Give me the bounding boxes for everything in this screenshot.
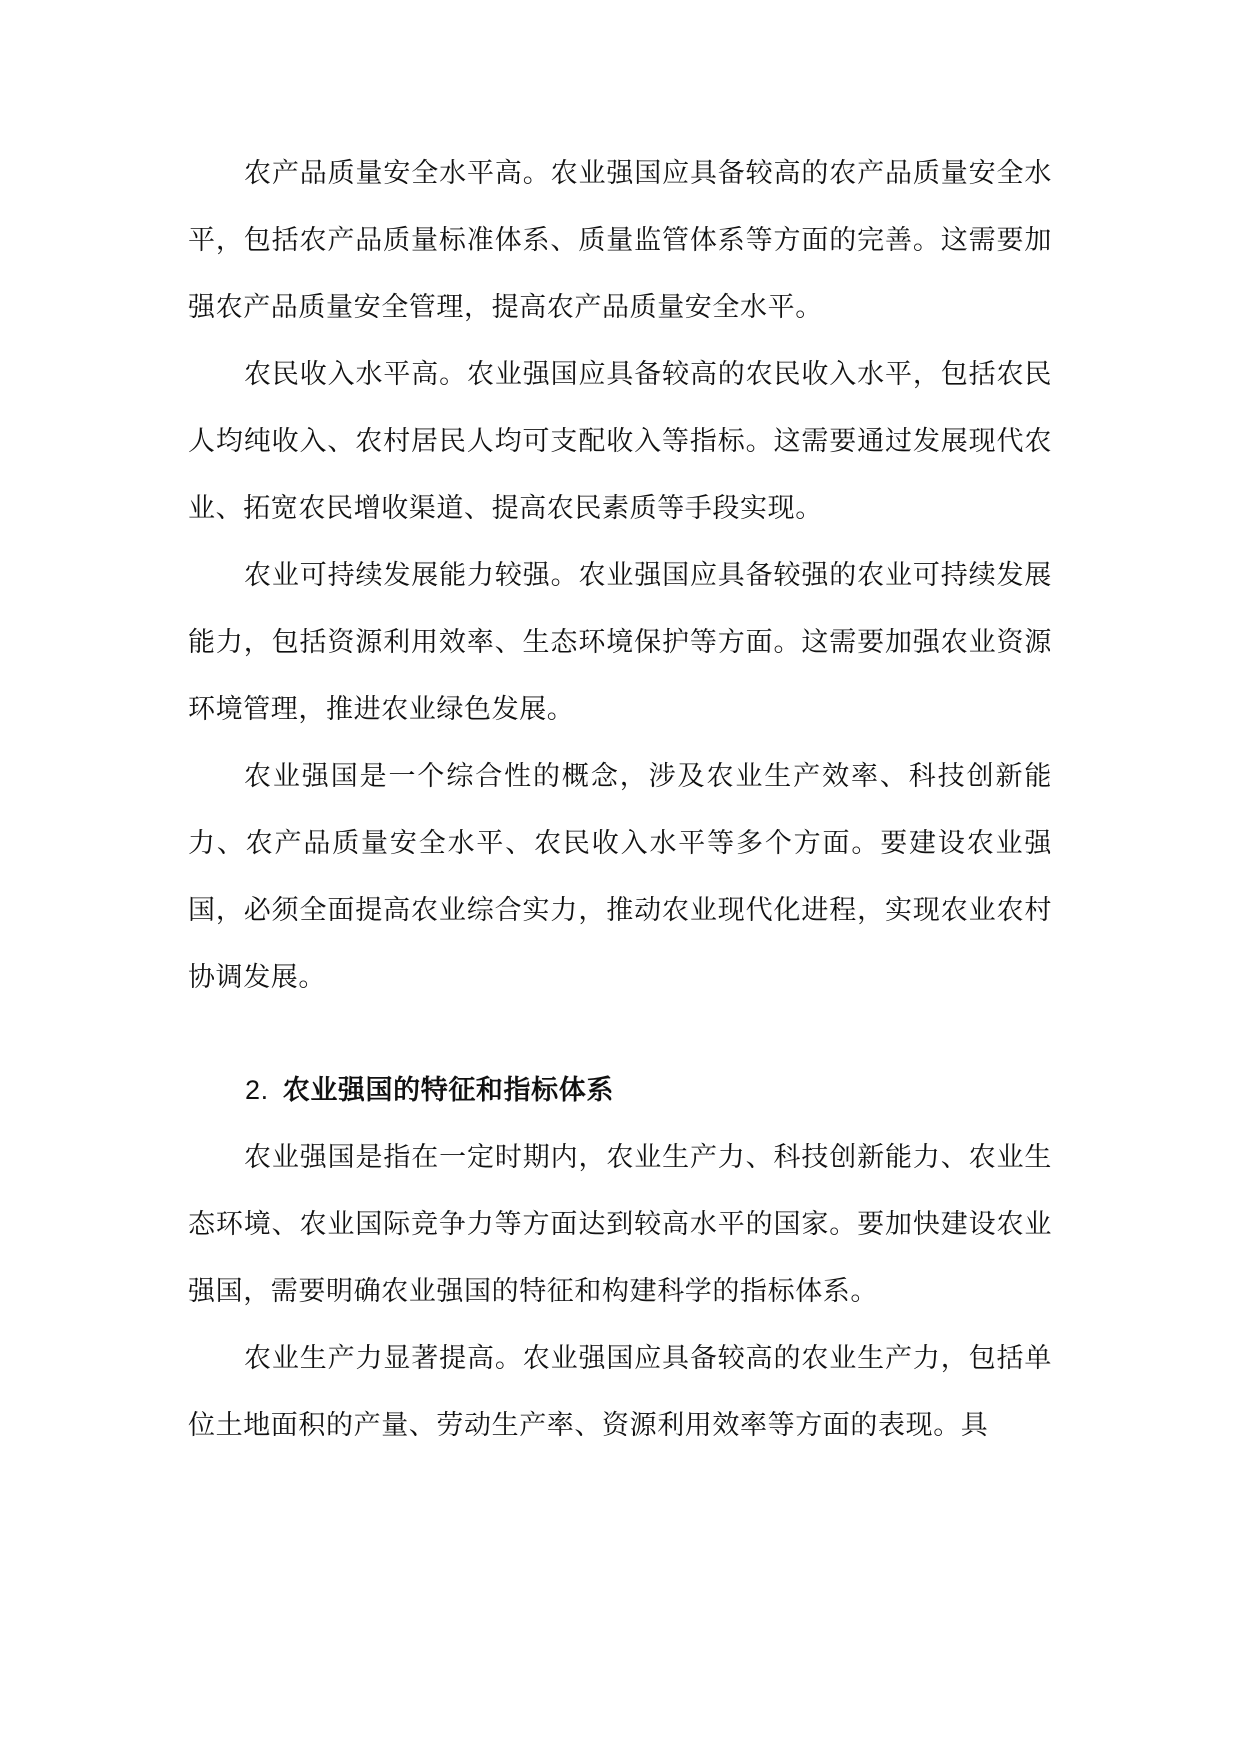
paragraph-summary: 农业强国是一个综合性的概念，涉及农业生产效率、科技创新能力、农产品质量安全水平、农民收入水平等多个方面。要建设农业强国，必须全面提高农业综合实力，推动农业现代化进程，实现农业农村协调发展。	[188, 761, 1052, 993]
document-body	[188, 140, 1052, 1459]
paragraph-sustainability: 农业可持续发展能力较强。农业强国应具备较强的农业可持续发展能力，包括资源利用效率、生态环境保护等方面。这需要加强农业资源环境管理，推进农业绿色发展。	[188, 560, 1052, 725]
paragraph-quality-safety: 农产品质量安全水平高。农业强国应具备较高的农产品质量安全水平，包括农产品质量标准体系、质量监管体系等方面的完善。这需要加强农产品质量安全管理，提高农产品质量安全水平。	[188, 158, 1052, 323]
section-heading	[188, 1057, 1052, 1124]
paragraph-farmer-income: 农民收入水平高。农业强国应具备较高的农民收入水平，包括农民人均纯收入、农村居民人均可支配收入等指标。这需要通过发展现代农业、拓宽农民增收渠道、提高农民素质等手段实现。	[188, 359, 1052, 524]
section-title: 农业强国的特征和指标体系	[282, 1075, 614, 1106]
paragraph-productivity: 农业生产力显著提高。农业强国应具备较高的农业生产力，包括单位土地面积的产量、劳动生产率、资源利用效率等方面的表现。具	[188, 1343, 1052, 1441]
paragraph-definition: 农业强国是指在一定时期内，农业生产力、科技创新能力、农业生态环境、农业国际竞争力等方面达到较高水平的国家。要加快建设农业强国，需要明确农业强国的特征和构建科学的指标体系。	[188, 1142, 1052, 1307]
section-number: 2.	[245, 1075, 269, 1105]
